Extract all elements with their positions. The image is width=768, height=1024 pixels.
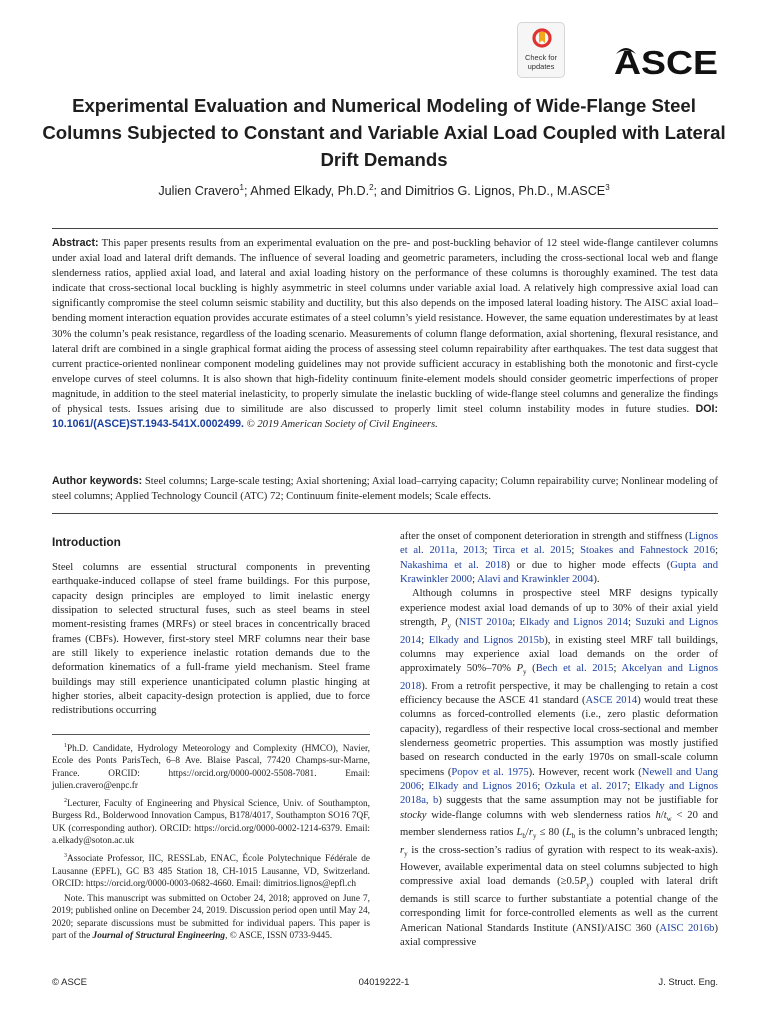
check-for-updates-badge[interactable] bbox=[517, 22, 565, 78]
citation-link[interactable]: Bech et al. 2015 bbox=[535, 663, 614, 675]
section-heading-introduction: Introduction bbox=[52, 535, 121, 549]
abstract-label: Abstract: bbox=[52, 237, 99, 249]
citation-link[interactable]: Akcelyan and Lignos 2018 bbox=[400, 663, 718, 692]
author-1: Julien Cravero bbox=[158, 184, 240, 199]
author-3: ; and Dimitrios G. Lignos, Ph.D., M.ASCE bbox=[373, 184, 606, 199]
author-2-note: 2 bbox=[369, 183, 374, 192]
journal-name: Journal of Structural Engineering bbox=[92, 930, 226, 941]
intro-left-column bbox=[52, 561, 370, 719]
asce-logo bbox=[614, 42, 718, 76]
author-keywords bbox=[52, 474, 718, 504]
abstract bbox=[52, 236, 718, 432]
author-3-note: 3 bbox=[605, 183, 610, 192]
citation-link[interactable]: Suzuki and Lignos 2014 bbox=[400, 617, 719, 646]
svg-text:ASCE: ASCE bbox=[614, 44, 718, 76]
footnote-2: $^2$Lecturer, Faculty of Engineering and Physical Science, Univ. of Southampton, Burgess Rd., Bolderwood Innovation Campus, B178/4017, Southampton SO16 7QF, UK (corresponding author). ORCID: https://orcid.org/0000-0002-1214-6379. Email: a.elkady@soton.ac.uk bbox=[52, 798, 370, 846]
author-list bbox=[40, 183, 728, 198]
citation-link[interactable]: Stoakes and Fahnestock 2016 bbox=[580, 545, 716, 557]
citation-link[interactable]: Elkady and Lignos 2016 bbox=[428, 781, 538, 793]
footnotes bbox=[52, 740, 370, 942]
citation-link[interactable]: Lignos et al. 2011a, 2013 bbox=[400, 531, 718, 557]
citation-link[interactable]: NIST 2010a bbox=[458, 617, 513, 629]
citation-link[interactable]: Elkady and Lignos 2015b bbox=[428, 634, 545, 646]
author-2: ; Ahmed Elkady, Ph.D. bbox=[244, 184, 370, 199]
abstract-top-rule bbox=[52, 228, 718, 229]
footnote-3: $^3$Associate Professor, IIC, RESSLab, ENAC, École Polytechnique Fédérale de Lausanne (EPFL), GC B3 485 Station 18, CH-1015 Lausanne, VD, Switzerland. ORCID: https://orcid.org/0000-0003-0682-4660. Email: dimitrios.lignos@epfl.ch bbox=[52, 853, 370, 889]
keywords-text: Steel columns; Large-scale testing; Axial shortening; Axial load–carrying capacity; Column repairability curve; Nonlinear modeling of steel columns; Applied Technology Council (ATC) 72; Continuum finite-element models; Scale effects. bbox=[52, 476, 718, 503]
article-title: Experimental Evaluation and Numerical Modeling of Wide-Flange Steel Columns Subjected to Constant and Variable Axial Load Coupled with Lateral Drift Demands bbox=[42, 95, 726, 170]
citation-link[interactable]: Newell and Uang 2006 bbox=[400, 766, 719, 793]
footnote-1: $^1$Ph.D. Candidate, Hydrology Meteorology and Complexity (HMCO), Navier, Ecole des Ponts ParisTech, 6–8 Ave. Blaise Pascal, 77420 Champs-sur-Marne, France. ORCID: https://orcid.org/0000-0002-5508-7081. Email: julien.cravero@enpc.fr bbox=[52, 743, 370, 791]
right-paragraph-1: after the onset of component deterioration in strength and stiffness (Lignos et al. 2011a, 2013; Tirca et al. 2015; Stoakes and Fahnestock 2016; Nakashima et al. 2018) or due to higher mode effects (Gupta and Krawinkler 2000; Alavi and Krawinkler 2004). bbox=[400, 531, 719, 586]
citation-link[interactable]: Elkady and Lignos 2018a, b bbox=[400, 781, 719, 807]
badge-line-1: Check for bbox=[524, 53, 558, 62]
citation-link[interactable]: Popov et al. 1975 bbox=[451, 766, 529, 778]
citation-link[interactable]: Elkady and Lignos 2014 bbox=[519, 617, 629, 629]
abstract-text: This paper presents results from an experimental evaluation on the pre- and post-buckling behavior of 12 steel wide-flange cantilever columns under axial load and lateral drift demands. The influence of several loading and geometric parameters, including the cross-sectional local web and flange slenderness ratios, applied axial load, and lateral and axial loading history on the performance of these columns is thoroughly examined. The test data indicate that cross-sectional local buckling is highly asymmetric in steel columns under variable axial load. A relatively high compressive axial load can significantly compromise the steel column seismic stability and ductility, but this also depends on the imposed lateral loading history. The AISC axial load–bending moment interaction equation provides accurate estimates of a steel column’s yield resistance. However, the same equation underestimates by at least 30% the column’s peak resistance, regardless of the loading scenario. Measurements of column flange deformation, axial shortening, flexural resistance, and lateral drift are combined in a single graphical format aiding the process of assessing steel column repairability after earthquakes. The test data suggest that current practice-oriented nonlinear component modeling guidelines may not provide sufficient accuracy in establishing both the monotonic and first-cycle envelope curves of steel columns. It is also shown that high-fidelity continuum finite-element models should consider geometric imperfections of proper magnitude, in addition to the steel material inelasticity, to properly simulate the inelastic buckling of wide-flange steel columns and generalize the findings of physical tests. Issues arising due to similitude are also discussed to properly limit steel column instability modes in future studies. bbox=[52, 238, 718, 416]
citation-link[interactable]: Tirca et al. 2015 bbox=[493, 545, 572, 557]
citation-link[interactable]: Nakashima et al. 2018 bbox=[400, 559, 507, 571]
doi-link[interactable]: 10.1061/(ASCE)ST.1943-541X.0002499. bbox=[52, 418, 244, 431]
footer-journal: J. Struct. Eng. bbox=[658, 977, 718, 988]
intro-right-column bbox=[400, 530, 718, 950]
author-1-note: 1 bbox=[239, 183, 244, 192]
copyright-note: © 2019 American Society of Civil Engineers. bbox=[246, 419, 438, 431]
crossmark-icon bbox=[532, 28, 552, 48]
abstract-bottom-rule bbox=[52, 513, 718, 514]
footnote-rule bbox=[52, 734, 370, 735]
submission-note: Note. This manuscript was submitted on October 24, 2018; approved on June 7, 2019; published online on December 24, 2019. Discussion period open until May 24, 2020; separate discussions must be submitted for individual papers. This paper is part of the Journal of Structural Engineering, © ASCE, ISSN 0733-9445. bbox=[52, 894, 370, 941]
intro-paragraph: Steel columns are essential structural components in preventing earthquake-induced collapse of steel frame buildings. For this purpose, capacity design principles are employed to limit inelastic energy dissipation to selected structural fuses, such as steel beams in steel moment-resisting frames (MRFs) or steel braces in concentrically braced frames (CBFs). However, first-story steel MRF columns near their base are still likely to experience inelastic rotation demands due to the deformation kinematics of a full-frame yield mechanism. Steel frame buildings may still experience unanticipated column plastic hinging at higher stories, albeit capacity-design protection is applied, due to force redistributions occurring bbox=[52, 562, 370, 717]
footer-page-id: 04019222-1 bbox=[358, 977, 410, 988]
doi-label: DOI: bbox=[695, 403, 718, 416]
keywords-label: Author keywords: bbox=[52, 475, 143, 487]
footer-copyright: © ASCE bbox=[52, 977, 87, 988]
citation-link[interactable]: AISC 2016b bbox=[659, 922, 715, 934]
badge-line-2: updates bbox=[527, 62, 555, 71]
citation-link[interactable]: Alavi and Krawinkler 2004 bbox=[477, 574, 594, 586]
right-paragraph-2: Although columns in prospective steel MRF designs typically experience modest axial load demands of up to 30% of their axial yield strength, $P_y$ (NIST 2010a; Elkady and Lignos 2014; Suzuki and Lignos 2014; Elkady and Lignos 2015b), in existing steel MRF tall buildings, columns may experience axial load demands on the order of approximately 50%–70% $P_y$ (Bech et al. 2015; Akcelyan and Lignos 2018). From a retrofit perspective, it may be challenging to retain a cost efficiency because the ASCE 41 standard (ASCE 2014) would treat these columns as forced-controlled elements (i.e., zero plastic deformation capacity), regardless of their respective local cross-sectional and member slenderness geometric properties. This assumption was mostly justified based on research conducted in the early 1970s on small-scale column specimens (Popov et al. 1975). However, recent work (Newell and Uang 2006; Elkady and Lignos 2016; Ozkula et al. 2017; Elkady and Lignos 2018a, b) suggests that the same assumption may not be justifiable for stocky wide-flange columns with web slenderness ratios $h/t_w < 20$ and member slenderness ratios $L_b/r_y \le 80$ ($L_b$ is the column’s unbraced length; $r_y$ is the cross-section’s radius of gyration with respect to its weak-axis). However, available experimental data on steel columns subjected to high compressive axial load demands $(\ge 0.5P_y)$ coupled with lateral drift demands is still scarce to further substantiate a potential change of the corresponding limit for force-controlled elements as well as the current American National Standards Institute (ANSI)/AISC 360 (AISC 2016b) axial compressive bbox=[400, 588, 719, 948]
citation-link[interactable]: ASCE 2014 bbox=[585, 695, 638, 706]
citation-link[interactable]: Gupta and Krawinkler 2000 bbox=[400, 559, 719, 586]
citation-link[interactable]: Ozkula et al. 2017 bbox=[544, 781, 628, 793]
